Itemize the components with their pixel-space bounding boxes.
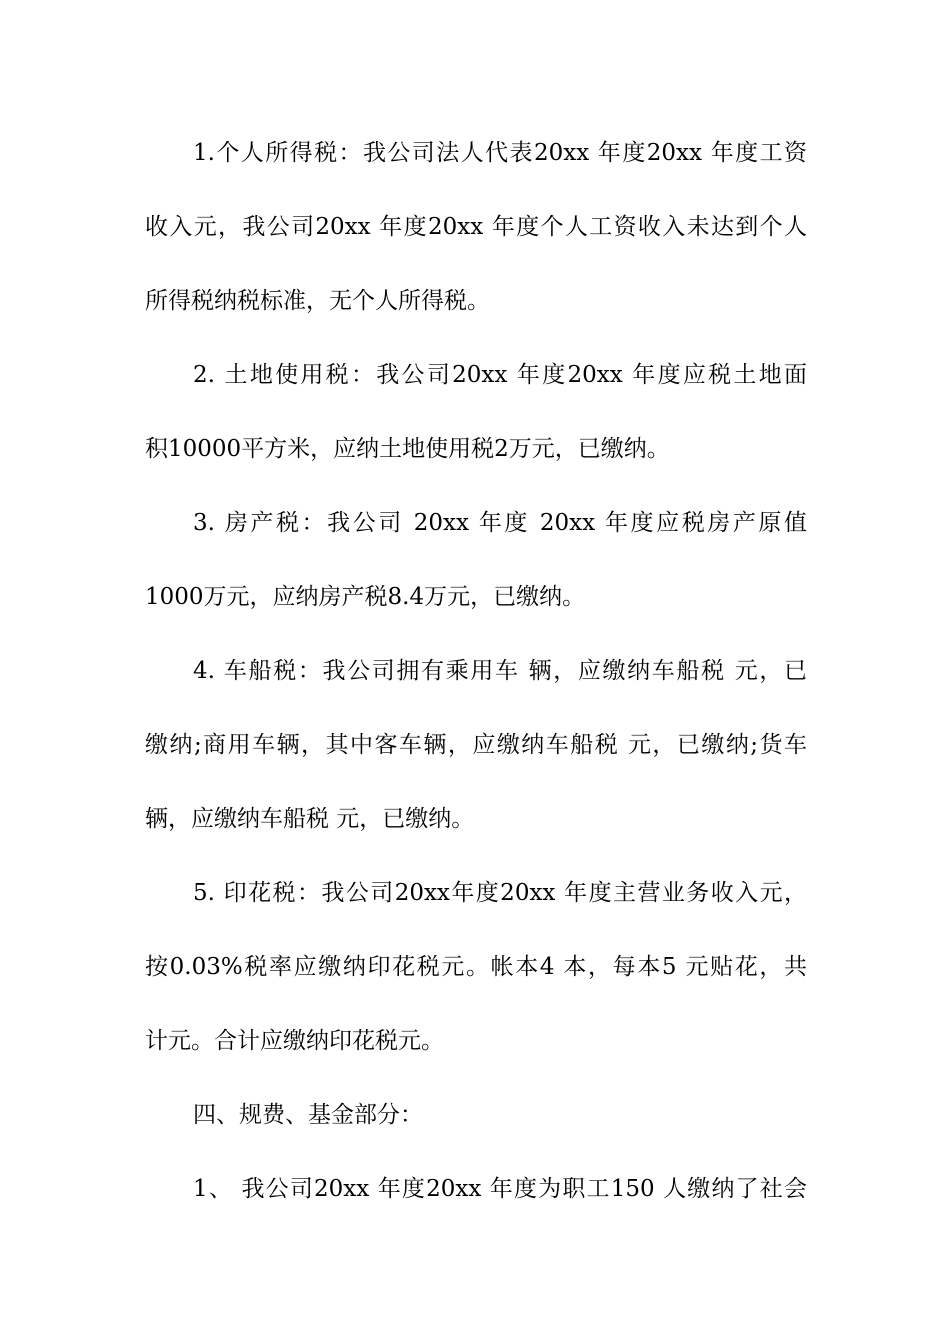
paragraph-2-line-2: 积10000平方米，应纳土地使用税2万元，已缴纳。 — [145, 436, 670, 462]
paragraph-3-line-1: 3. 房产税：我公司 20xx 年度 20xx 年度应税房产原值 — [193, 510, 807, 536]
paragraph-1-line-1: 1.个人所得税：我公司法人代表20xx 年度20xx 年度工资 — [193, 140, 807, 166]
paragraph-4-line-1: 4. 车船税：我公司拥有乘用车 辆，应缴纳车船税 元，已 — [193, 658, 807, 684]
section-heading: 四、规费、基金部分： — [193, 1102, 423, 1128]
paragraph-1-line-3: 所得税纳税标准，无个人所得税。 — [145, 288, 490, 314]
paragraph-1-line-2: 收入元，我公司20xx 年度20xx 年度个人工资收入未达到个人 — [145, 214, 807, 240]
paragraph-2-line-1: 2. 土地使用税：我公司20xx 年度20xx 年度应税土地面 — [193, 362, 807, 388]
paragraph-5-line-3: 计元。合计应缴纳印花税元。 — [145, 1028, 444, 1054]
paragraph-4-line-2: 缴纳;商用车辆，其中客车辆，应缴纳车船税 元，已缴纳;货车 — [145, 732, 807, 758]
paragraph-4-line-3: 辆，应缴纳车船税 元，已缴纳。 — [145, 806, 475, 832]
paragraph-5-line-1: 5. 印花税：我公司20xx年度20xx 年度主营业务收入元， — [193, 880, 807, 906]
paragraph-5-line-2: 按0.03%税率应缴纳印花税元。帐本4 本，每本5 元贴花，共 — [145, 954, 807, 980]
paragraph-6-line-1: 1、 我公司20xx 年度20xx 年度为职工150 人缴纳了社会 — [193, 1176, 807, 1202]
paragraph-3-line-2: 1000万元，应纳房产税8.4万元，已缴纳。 — [145, 584, 586, 610]
